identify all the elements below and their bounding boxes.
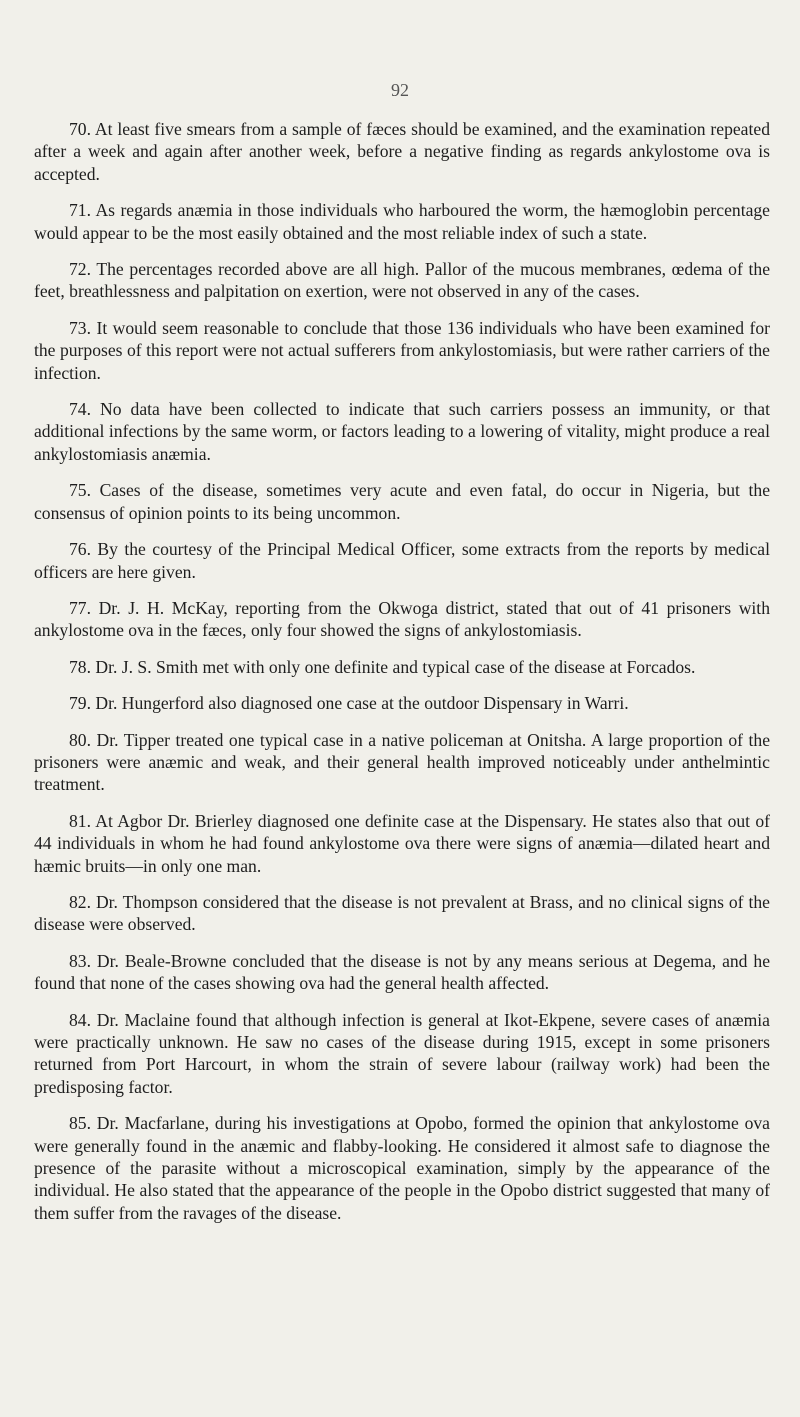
paragraph-78: 78. Dr. J. S. Smith met with only one definite and typical case of the disease at Forcados.: [69, 656, 696, 677]
paragraph-74: 74. No data have been collected to indicate that such carriers possess an immunity, or that additional infections by the same worm, or factors leading to a lowering of vitality, might produce a real ankylostomiasis anæmia.: [34, 399, 770, 464]
paragraph-85: 85. Dr. Macfarlane, during his investigations at Opobo, formed the opinion that ankylostome ova were generally found in the anæmic and flabby-looking. He considered it almost safe to diagnose the presence of the parasite without a microscopical examination, simply by the appearance of the individual. He also stated that the appearance of the people in the Opobo district suggested that many of them suffer from the ravages of the disease.: [34, 1113, 770, 1223]
paragraph-75: 75. Cases of the disease, sometimes very acute and even fatal, do occur in Nigeria, but the consensus of opinion points to its being uncommon.: [34, 480, 770, 523]
paragraph-77: 77. Dr. J. H. McKay, reporting from the Okwoga district, stated that out of 41 prisoners with ankylostome ova in the fæces, only four showed the signs of ankylostomiasis.: [34, 597, 770, 641]
paragraph-84: 84. Dr. Maclaine found that although infection is general at Ikot-Ekpene, severe cases of anæmia were practically unknown. He saw no cases of the disease during 1915, except in some prisoners returned from Port Harcourt, in whom the strain of severe labour (railway work) had been the predisposing factor.: [34, 1009, 770, 1097]
page-number: 92: [391, 80, 409, 100]
paragraph-81: 81. At Agbor Dr. Brierley diagnosed one definite case at the Dispensary. He states also that out of 44 individuals in whom he had found ankylostome ova there were signs of anæmia—dilated heart and hæmic bruits—in only one man.: [34, 810, 770, 876]
paragraph-70: 70. At least five smears from a sample of fæces should be examined, and the examination repeated after a week and again after another week, before a negative finding as regards ankylostome ova is accepted.: [34, 119, 770, 184]
paragraph-83: 83. Dr. Beale-Browne concluded that the disease is not by any means serious at Degema, and he found that none of the cases showing ova had the general health affected.: [34, 950, 770, 994]
paragraph-73: 73. It would seem reasonable to conclude that those 136 individuals who have been examined for the purposes of this report were not actual sufferers from ankylostomiasis, but were rather carriers of the infection.: [34, 317, 770, 383]
paragraph-80: 80. Dr. Tipper treated one typical case in a native policeman at Onitsha. A large proportion of the prisoners were anæmic and weak, and their general health improved noticeably under anthelmintic treatment.: [34, 729, 770, 795]
paragraph-82: 82. Dr. Thompson considered that the disease is not prevalent at Brass, and no clinical signs of the disease were observed.: [34, 891, 770, 935]
body-text: [34, 118, 770, 1224]
paragraph-76: 76. By the courtesy of the Principal Medical Officer, some extracts from the reports by medical officers are here given.: [34, 539, 770, 582]
paragraph-72: 72. The percentages recorded above are all high. Pallor of the mucous membranes, œdema of the feet, breathlessness and palpitation on exertion, were not observed in any of the cases.: [34, 259, 770, 302]
paragraph-71: 71. As regards anæmia in those individuals who harboured the worm, the hæmoglobin percentage would appear to be the most easily obtained and the most reliable index of such a state.: [34, 200, 770, 243]
paragraph-79: 79. Dr. Hungerford also diagnosed one case at the outdoor Dispensary in Warri.: [69, 693, 629, 714]
